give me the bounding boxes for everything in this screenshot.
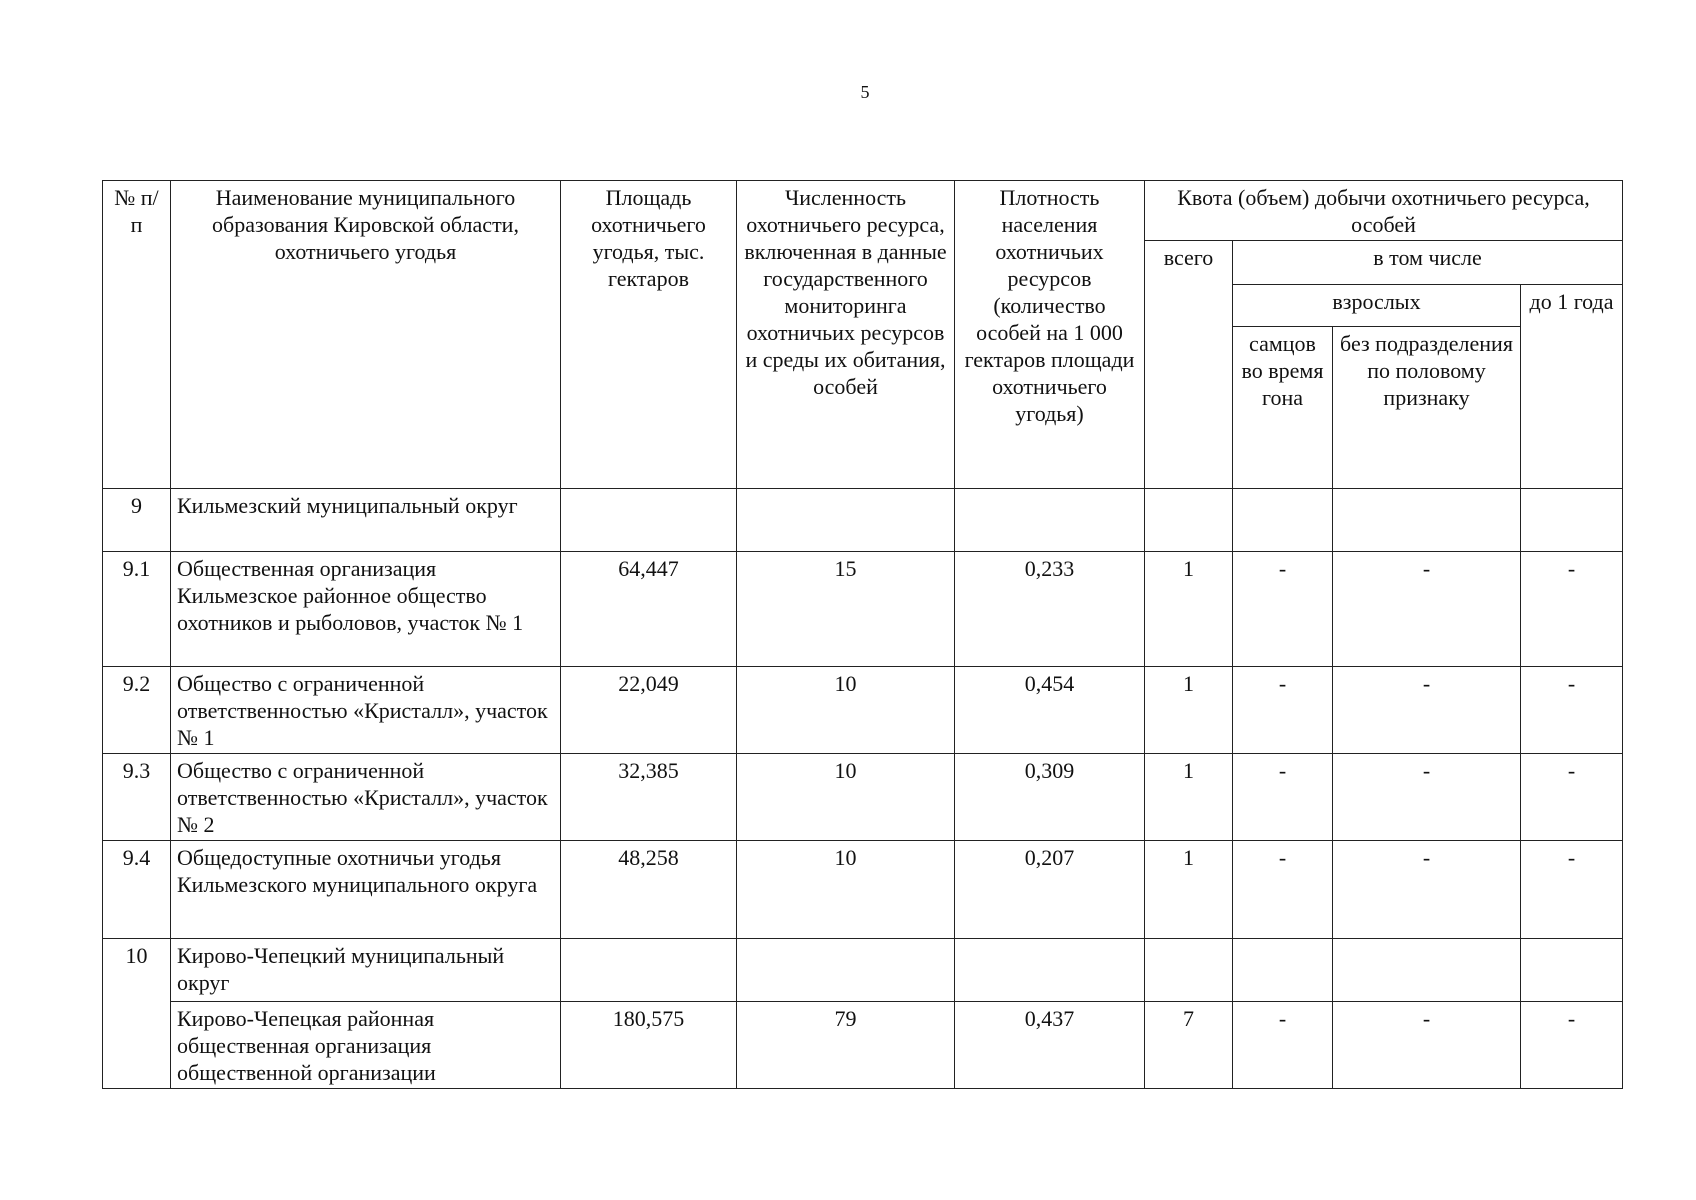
cell-count: 10: [737, 754, 955, 841]
header-total: всего: [1145, 241, 1233, 489]
cell-num: 9.3: [103, 754, 171, 841]
cell-area: [561, 489, 737, 552]
cell-count: 79: [737, 1002, 955, 1089]
cell-count: [737, 489, 955, 552]
header-density: Плотность населения охотничьих ресурсов (количество особей на 1 000 гектаров площади охотничьего угодья): [955, 181, 1145, 489]
cell-total: [1145, 939, 1233, 1002]
table-row: [103, 1002, 1623, 1089]
cell-young: -: [1521, 552, 1623, 667]
cell-young: -: [1521, 1002, 1623, 1089]
cell-density: 0,309: [955, 754, 1145, 841]
page-number: 5: [860, 82, 870, 102]
cell-nosex: [1333, 939, 1521, 1002]
cell-total: [1145, 489, 1233, 552]
cell-nosex: [1333, 489, 1521, 552]
cell-num: 10: [103, 939, 171, 1089]
cell-num: 9: [103, 489, 171, 552]
cell-males: -: [1233, 841, 1333, 939]
cell-name: Кирово-Чепецкая районная общественная организация общественной организации: [171, 1002, 561, 1089]
cell-count: 10: [737, 841, 955, 939]
header-males-rut: самцов во время гона: [1233, 327, 1333, 489]
cell-nosex: -: [1333, 552, 1521, 667]
cell-young: -: [1521, 754, 1623, 841]
header-adults: взрослых: [1233, 285, 1521, 327]
cell-young: -: [1521, 667, 1623, 754]
cell-area: 180,575: [561, 1002, 737, 1089]
cell-area: 48,258: [561, 841, 737, 939]
cell-total: 1: [1145, 754, 1233, 841]
cell-total: 1: [1145, 841, 1233, 939]
cell-count: 15: [737, 552, 955, 667]
cell-males: -: [1233, 552, 1333, 667]
header-area: Площадь охотничьего угодья, тыс. гектаров: [561, 181, 737, 489]
cell-num: 9.4: [103, 841, 171, 939]
cell-young: [1521, 939, 1623, 1002]
header-quota: Квота (объем) добычи охотничьего ресурса, особей: [1145, 181, 1623, 241]
cell-males: [1233, 489, 1333, 552]
cell-young: [1521, 489, 1623, 552]
cell-young: -: [1521, 841, 1623, 939]
cell-total: 1: [1145, 552, 1233, 667]
cell-density: 0,207: [955, 841, 1145, 939]
quota-table: [102, 180, 1623, 1089]
table-row: [103, 939, 1623, 1002]
cell-males: [1233, 939, 1333, 1002]
cell-density: [955, 489, 1145, 552]
cell-density: 0,233: [955, 552, 1145, 667]
cell-count: [737, 939, 955, 1002]
table-row: [103, 754, 1623, 841]
cell-density: 0,454: [955, 667, 1145, 754]
cell-males: -: [1233, 1002, 1333, 1089]
table-row: [103, 489, 1623, 552]
cell-name: Общественная организация Кильмезское районное общество охотников и рыболовов, участок № 1: [171, 552, 561, 667]
cell-name: Общедоступные охотничьи угодья Кильмезского муниципального округа: [171, 841, 561, 939]
cell-nosex: -: [1333, 754, 1521, 841]
cell-num: 9.1: [103, 552, 171, 667]
header-count: Численность охотничьего ресурса, включенная в данные государственного мониторинга охотничьих ресурсов и среды их обитания, особей: [737, 181, 955, 489]
header-name: Наименование муниципального образования Кировской области, охотничьего угодья: [171, 181, 561, 489]
cell-males: -: [1233, 754, 1333, 841]
cell-name: Кильмезский муниципальный округ: [171, 489, 561, 552]
cell-name: Кирово-Чепецкий муниципальный округ: [171, 939, 561, 1002]
header-no-sex: без подразделения по половому признаку: [1333, 327, 1521, 489]
header-num: № п/п: [103, 181, 171, 489]
cell-nosex: -: [1333, 1002, 1521, 1089]
cell-total: 1: [1145, 667, 1233, 754]
cell-count: 10: [737, 667, 955, 754]
cell-area: 22,049: [561, 667, 737, 754]
table-row: [103, 841, 1623, 939]
cell-name: Общество с ограниченной ответственностью «Кристалл», участок № 1: [171, 667, 561, 754]
cell-area: 64,447: [561, 552, 737, 667]
cell-num: 9.2: [103, 667, 171, 754]
cell-total: 7: [1145, 1002, 1233, 1089]
header-including: в том числе: [1233, 241, 1623, 285]
cell-density: 0,437: [955, 1002, 1145, 1089]
cell-name: Общество с ограниченной ответственностью «Кристалл», участок № 2: [171, 754, 561, 841]
table-row: [103, 667, 1623, 754]
cell-area: [561, 939, 737, 1002]
cell-nosex: -: [1333, 841, 1521, 939]
cell-density: [955, 939, 1145, 1002]
cell-males: -: [1233, 667, 1333, 754]
cell-area: 32,385: [561, 754, 737, 841]
header-under-one: до 1 года: [1521, 285, 1623, 489]
table-row: [103, 552, 1623, 667]
cell-nosex: -: [1333, 667, 1521, 754]
